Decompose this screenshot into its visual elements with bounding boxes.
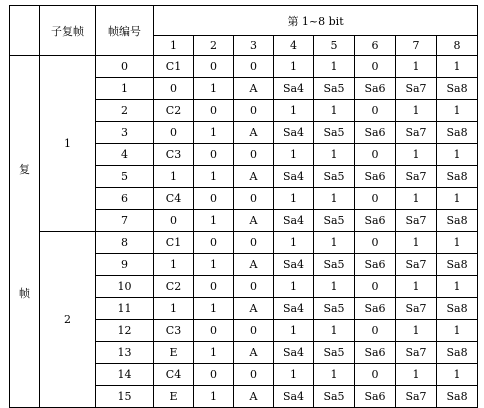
bit-value-cell: 1: [274, 100, 314, 122]
bit-value-cell: 0: [355, 188, 396, 210]
bit-value-cell: Sa4: [274, 122, 314, 144]
bit-value-cell: Sa4: [274, 78, 314, 100]
superframe-char: 复: [19, 162, 30, 176]
bit-value-cell: 0: [194, 188, 234, 210]
bit-value-cell: 1: [194, 342, 234, 364]
frame-number-cell: 11: [96, 298, 154, 320]
bit-value-cell: 1: [437, 364, 478, 386]
bit-value-cell: A: [234, 166, 274, 188]
bit-value-cell: Sa4: [274, 210, 314, 232]
bit-value-cell: A: [234, 298, 274, 320]
bit-value-cell: Sa7: [396, 342, 437, 364]
bit-value-cell: 0: [194, 276, 234, 298]
bit-value-cell: 1: [154, 166, 194, 188]
bit-value-cell: C4: [154, 188, 194, 210]
bit-value-cell: A: [234, 210, 274, 232]
bit-value-cell: 0: [154, 78, 194, 100]
subframe-column-header: 子复帧: [40, 6, 96, 56]
multiframe-bit-table: [9, 5, 478, 408]
superframe-char: 帧: [19, 286, 30, 300]
bit-value-cell: 1: [396, 144, 437, 166]
bit-value-cell: 0: [194, 364, 234, 386]
bit-value-cell: 1: [194, 166, 234, 188]
bit-number-header: 6: [355, 36, 396, 56]
bit-value-cell: Sa5: [314, 386, 355, 408]
bit-value-cell: 0: [355, 320, 396, 342]
bit-value-cell: 1: [194, 78, 234, 100]
bit-value-cell: 0: [234, 188, 274, 210]
bit-value-cell: Sa8: [437, 122, 478, 144]
bit-value-cell: 1: [396, 188, 437, 210]
bit-value-cell: Sa8: [437, 386, 478, 408]
bit-value-cell: 1: [274, 232, 314, 254]
bit-number-header: 1: [154, 36, 194, 56]
bit-value-cell: Sa7: [396, 386, 437, 408]
superframe-label: [10, 56, 40, 408]
bit-value-cell: Sa4: [274, 298, 314, 320]
bit-value-cell: Sa5: [314, 166, 355, 188]
bit-value-cell: 0: [355, 100, 396, 122]
frame-number-cell: 12: [96, 320, 154, 342]
bit-value-cell: 0: [194, 232, 234, 254]
bit-value-cell: 1: [396, 276, 437, 298]
bit-value-cell: Sa5: [314, 210, 355, 232]
bit-number-header: 2: [194, 36, 234, 56]
frame-number-cell: 10: [96, 276, 154, 298]
bit-value-cell: 1: [194, 386, 234, 408]
bit-value-cell: Sa8: [437, 298, 478, 320]
bit-value-cell: Sa8: [437, 342, 478, 364]
bit-value-cell: A: [234, 78, 274, 100]
bit-value-cell: Sa7: [396, 254, 437, 276]
bit-value-cell: 0: [194, 320, 234, 342]
bit-value-cell: 1: [437, 188, 478, 210]
bit-value-cell: 1: [396, 364, 437, 386]
bit-value-cell: C4: [154, 364, 194, 386]
bit-value-cell: 1: [314, 276, 355, 298]
bit-value-cell: Sa8: [437, 254, 478, 276]
frame-number-cell: 14: [96, 364, 154, 386]
bit-value-cell: Sa5: [314, 78, 355, 100]
bit-value-cell: 1: [437, 144, 478, 166]
bit-value-cell: 0: [355, 232, 396, 254]
bit-value-cell: 1: [396, 320, 437, 342]
bit-value-cell: Sa4: [274, 254, 314, 276]
bit-value-cell: Sa4: [274, 342, 314, 364]
frame-number-cell: 2: [96, 100, 154, 122]
bit-value-cell: 1: [396, 100, 437, 122]
bit-value-cell: 0: [355, 144, 396, 166]
frame-number-cell: 1: [96, 78, 154, 100]
frame-number-cell: 6: [96, 188, 154, 210]
frame-number-cell: 0: [96, 56, 154, 78]
bit-value-cell: C1: [154, 232, 194, 254]
bit-number-header: 5: [314, 36, 355, 56]
table-body: [10, 56, 478, 408]
bit-value-cell: 1: [437, 56, 478, 78]
bit-value-cell: 1: [314, 56, 355, 78]
frame-number-cell: 9: [96, 254, 154, 276]
bit-value-cell: 0: [234, 144, 274, 166]
frame-number-cell: 5: [96, 166, 154, 188]
bit-value-cell: 1: [274, 188, 314, 210]
bit-value-cell: Sa6: [355, 166, 396, 188]
bit-value-cell: Sa5: [314, 122, 355, 144]
bit-value-cell: 0: [234, 276, 274, 298]
bit-value-cell: 1: [396, 56, 437, 78]
bit-value-cell: 1: [437, 232, 478, 254]
bit-value-cell: Sa8: [437, 210, 478, 232]
bit-number-header: 8: [437, 36, 478, 56]
bit-value-cell: A: [234, 254, 274, 276]
bit-number-header: 7: [396, 36, 437, 56]
bit-value-cell: Sa5: [314, 298, 355, 320]
bit-value-cell: Sa7: [396, 122, 437, 144]
bit-value-cell: Sa6: [355, 386, 396, 408]
bit-value-cell: 1: [314, 364, 355, 386]
bit-value-cell: Sa6: [355, 78, 396, 100]
bit-value-cell: 0: [194, 100, 234, 122]
bit-value-cell: Sa6: [355, 254, 396, 276]
bit-value-cell: 1: [396, 232, 437, 254]
bit-number-header: 3: [234, 36, 274, 56]
bit-value-cell: 1: [194, 298, 234, 320]
bit-value-cell: C3: [154, 320, 194, 342]
bit-number-header: 4: [274, 36, 314, 56]
bit-value-cell: 1: [194, 254, 234, 276]
frame-number-column-header: 帧编号: [96, 6, 154, 56]
bit-value-cell: 1: [194, 210, 234, 232]
subframe-number: 2: [40, 232, 96, 408]
bit-value-cell: C2: [154, 276, 194, 298]
frame-number-cell: 8: [96, 232, 154, 254]
table-row: [10, 232, 478, 254]
bit-value-cell: 0: [234, 320, 274, 342]
bit-value-cell: 1: [274, 144, 314, 166]
bit-value-cell: A: [234, 122, 274, 144]
bit-value-cell: 0: [154, 210, 194, 232]
bit-value-cell: 1: [274, 276, 314, 298]
bit-value-cell: 0: [355, 56, 396, 78]
bit-value-cell: 0: [234, 100, 274, 122]
bit-value-cell: 0: [234, 232, 274, 254]
bit-value-cell: Sa6: [355, 122, 396, 144]
bit-value-cell: 1: [154, 298, 194, 320]
bit-value-cell: 0: [355, 364, 396, 386]
bit-value-cell: C2: [154, 100, 194, 122]
bit-value-cell: 0: [355, 276, 396, 298]
bit-value-cell: 1: [314, 320, 355, 342]
bit-value-cell: Sa4: [274, 166, 314, 188]
bit-value-cell: A: [234, 386, 274, 408]
bit-value-cell: 0: [194, 56, 234, 78]
bit-value-cell: Sa8: [437, 78, 478, 100]
frame-number-cell: 7: [96, 210, 154, 232]
bit-value-cell: 1: [437, 320, 478, 342]
frame-number-cell: 4: [96, 144, 154, 166]
bits-title-header: 第 1~8 bit: [154, 6, 478, 36]
bit-value-cell: 0: [234, 364, 274, 386]
bit-value-cell: 0: [194, 144, 234, 166]
bit-value-cell: Sa7: [396, 298, 437, 320]
bit-value-cell: 1: [314, 100, 355, 122]
bit-value-cell: 1: [274, 56, 314, 78]
bit-value-cell: Sa4: [274, 386, 314, 408]
bit-value-cell: Sa5: [314, 254, 355, 276]
bit-value-cell: E: [154, 342, 194, 364]
bit-value-cell: Sa7: [396, 166, 437, 188]
bit-value-cell: 1: [154, 254, 194, 276]
bit-value-cell: 1: [437, 100, 478, 122]
bit-value-cell: 1: [274, 320, 314, 342]
bit-value-cell: Sa6: [355, 210, 396, 232]
bit-value-cell: Sa6: [355, 298, 396, 320]
bit-value-cell: Sa5: [314, 342, 355, 364]
table-row: [10, 56, 478, 78]
superframe-header-corner: [10, 6, 40, 56]
bit-value-cell: Sa8: [437, 166, 478, 188]
bit-value-cell: E: [154, 386, 194, 408]
bit-value-cell: C1: [154, 56, 194, 78]
bit-value-cell: 1: [314, 232, 355, 254]
bit-value-cell: 1: [274, 364, 314, 386]
bit-value-cell: 1: [194, 122, 234, 144]
frame-number-cell: 15: [96, 386, 154, 408]
frame-number-cell: 3: [96, 122, 154, 144]
bit-value-cell: 1: [314, 188, 355, 210]
bit-value-cell: Sa7: [396, 210, 437, 232]
bit-value-cell: Sa6: [355, 342, 396, 364]
subframe-number: 1: [40, 56, 96, 232]
bit-value-cell: 1: [437, 276, 478, 298]
bit-value-cell: C3: [154, 144, 194, 166]
bit-value-cell: Sa7: [396, 78, 437, 100]
frame-number-cell: 13: [96, 342, 154, 364]
bit-value-cell: A: [234, 342, 274, 364]
bit-value-cell: 0: [234, 56, 274, 78]
bit-value-cell: 0: [154, 122, 194, 144]
bit-value-cell: 1: [314, 144, 355, 166]
